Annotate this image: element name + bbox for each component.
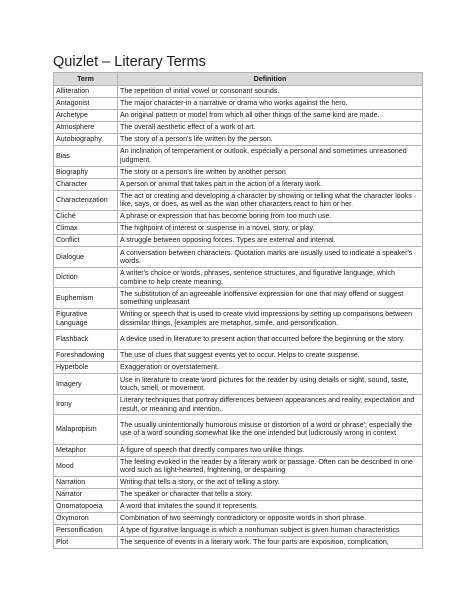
definition-cell: The act or creating and developing a character by showing or telling what the character looks like, says, or does, as well as the wan other characters react to him or her.	[118, 190, 423, 211]
definition-cell: Combination of two seemingly contradictory or opposite words in short phrase.	[118, 513, 423, 525]
term-cell: Conflict	[54, 235, 118, 247]
definition-cell: The repetition of initial vowel or consonant sounds.	[118, 86, 423, 98]
term-cell: Autobiography	[54, 134, 118, 146]
table-row	[54, 110, 423, 122]
table-row	[54, 223, 423, 235]
definition-cell: A conversation between characters. Quotation marks are usually used to indicate a speaker's words.	[118, 247, 423, 268]
term-cell: Metaphor	[54, 444, 118, 456]
definition-cell: The speaker or character that tells a story.	[118, 489, 423, 501]
term-cell: Euphemism	[54, 288, 118, 309]
term-cell: Personification	[54, 525, 118, 537]
term-cell: Alliteration	[54, 86, 118, 98]
definition-cell: A figure of speech that directly compares two unlike things.	[118, 444, 423, 456]
table-row	[54, 146, 423, 167]
definition-cell: The story or a person's lire written by another person	[118, 166, 423, 178]
table-row	[54, 456, 423, 477]
definition-cell: Writing that tells a story, or the act of telling a story.	[118, 477, 423, 489]
term-cell: Diction	[54, 267, 118, 288]
definition-cell: The story of a person's life written by the person.	[118, 134, 423, 146]
literary-terms-table	[53, 72, 423, 549]
definition-column-header: Definition	[118, 73, 423, 86]
table-row	[54, 86, 423, 98]
term-cell: Imagery	[54, 374, 118, 395]
table-row	[54, 374, 423, 395]
table-row	[54, 394, 423, 415]
term-cell: Irony	[54, 394, 118, 415]
table-row	[54, 134, 423, 146]
term-cell: Climax	[54, 223, 118, 235]
table-row	[54, 235, 423, 247]
table-row	[54, 350, 423, 362]
table-row	[54, 288, 423, 309]
term-cell: Character	[54, 178, 118, 190]
definition-cell: The overall aesthetic effect of a work of art.	[118, 122, 423, 134]
table-row	[54, 267, 423, 288]
term-cell: Biography	[54, 166, 118, 178]
table-row	[54, 178, 423, 190]
definition-cell: Literary techniques that portray differences between appearances and reality, expectation and result, or meaning and intention.	[118, 394, 423, 415]
table-row	[54, 444, 423, 456]
term-cell: Onomatopoeia	[54, 501, 118, 513]
definition-cell: The use of clues that suggest events yet to occur. Helps to create suspense.	[118, 350, 423, 362]
term-cell: Hyperbole	[54, 362, 118, 374]
term-cell: Bias	[54, 146, 118, 167]
term-cell: Archetype	[54, 110, 118, 122]
table-row	[54, 525, 423, 537]
term-cell: Mood	[54, 456, 118, 477]
term-cell: Narrator	[54, 489, 118, 501]
definition-cell: A writer's choice or words, phrases, sentence structures, and figurative language, which combine to help create meaning.	[118, 267, 423, 288]
table-row	[54, 329, 423, 350]
table-row	[54, 190, 423, 211]
definition-cell: Exaggeration or overstatement.	[118, 362, 423, 374]
definition-cell: The sequence of events in a literary work. The four parts are exposition, complication,	[118, 537, 423, 549]
definition-cell: The highpoint of interest or suspense in a novel, story, or play.	[118, 223, 423, 235]
term-cell: Foreshadowing	[54, 350, 118, 362]
table-row	[54, 501, 423, 513]
definition-cell: The usually unintentionally humorous misuse or distortion of a word or phrase'; especially the use of a word sounding somewhat like the one intended but ludicrously wrong in context	[118, 415, 423, 444]
table-row	[54, 362, 423, 374]
definition-cell: An original pattern or model from which all other things of the same kind are made.	[118, 110, 423, 122]
definition-cell: The feeling evoked in the reader by a literary work or passage. Often can be described in one word such as light-hearted, frightening, or despairing	[118, 456, 423, 477]
table-row	[54, 415, 423, 444]
definition-cell: Use in literature to create word pictures for the reader by using details or sight, sound, taste, touch, smell, or movement.	[118, 374, 423, 395]
definition-cell: A device used in literature to present action that occurred before the beginning or the story.	[118, 329, 423, 350]
definition-cell: A person or animal that takes part in the action of a literary work.	[118, 178, 423, 190]
table-row	[54, 211, 423, 223]
term-cell: Narration	[54, 477, 118, 489]
definition-cell: An inclination of temperament or outlook, especially a personal and sometimes unreasoned judgment.	[118, 146, 423, 167]
table-row	[54, 489, 423, 501]
table-header-row	[54, 73, 423, 86]
term-cell: Flashback	[54, 329, 118, 350]
table-row	[54, 477, 423, 489]
table-row	[54, 308, 423, 329]
table-row	[54, 98, 423, 110]
term-column-header: Term	[54, 73, 118, 86]
term-cell: Plot	[54, 537, 118, 549]
table-row	[54, 122, 423, 134]
term-cell: Cliché	[54, 211, 118, 223]
definition-cell: Writing or speech that is used to create vivid impressions by setting up comparisons between dissimilar things, [examples are metaphor, simile, and personification.	[118, 308, 423, 329]
term-cell: Dialogue	[54, 247, 118, 268]
table-row	[54, 247, 423, 268]
definition-cell: A type of figurative language is which a nonhuman subject is given human characteristics	[118, 525, 423, 537]
term-cell: Oxymoron	[54, 513, 118, 525]
term-cell: Atmosphere	[54, 122, 118, 134]
definition-cell: A word that imitates the sound it represents.	[118, 501, 423, 513]
table-row	[54, 537, 423, 549]
term-cell: Malapropism	[54, 415, 118, 444]
term-cell: Characterization	[54, 190, 118, 211]
definition-cell: A struggle between opposing forces. Types are external and internal.	[118, 235, 423, 247]
definition-cell: A phrase or expression that has become boring from too much use.	[118, 211, 423, 223]
term-cell: Antagonist	[54, 98, 118, 110]
term-cell: Figurative Language	[54, 308, 118, 329]
definition-cell: The major character-in a narrative or drama who works against the hero.	[118, 98, 423, 110]
table-row	[54, 513, 423, 525]
definition-cell: The substitution of an agreeable inoffensive expression for one that may offend or suggest something unpleasant	[118, 288, 423, 309]
page-title: Quizlet – Literary Terms	[53, 54, 206, 70]
table-row	[54, 166, 423, 178]
